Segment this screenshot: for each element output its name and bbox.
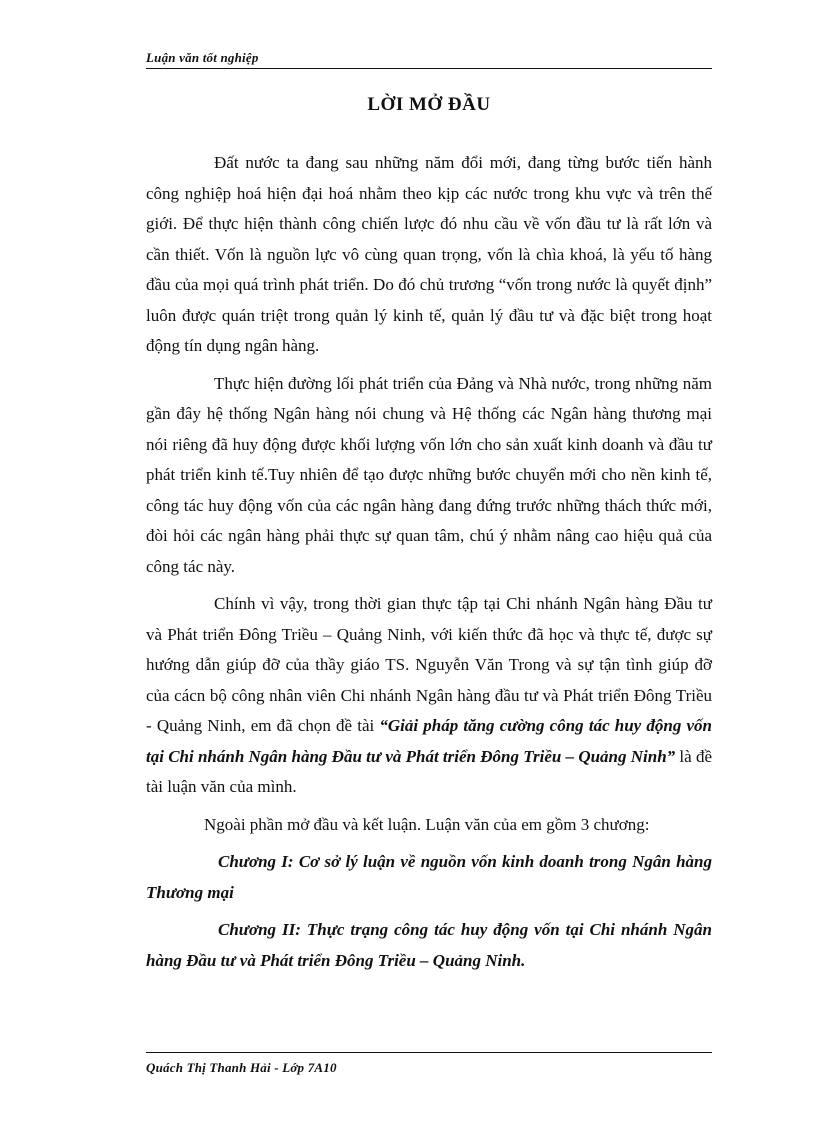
paragraph-2: Thực hiện đường lối phát triển của Đảng và Nhà nước, trong những năm gần đây hệ thống Ngân hàng nói chung và Hệ thống các Ngân hàng thương mại nói riêng đã huy động được khối lượng vốn lớn cho sản xuất kinh doanh và đầu tư phát triển kinh tế.Tuy nhiên để tạo được những bước chuyển mới cho nền kinh tế, công tác huy động vốn của các ngân hàng đang đứng trước những thách thức mới, đòi hỏi các ngân hàng phải thực sự quan tâm, chú ý nhằm nâng cao hiệu quả của công tác này.: [146, 373, 712, 576]
header-rule: [146, 68, 712, 69]
paragraph-3: [146, 589, 712, 803]
footer-rule: [146, 1052, 712, 1053]
structure-summary: Ngoài phần mở đầu và kết luận. Luận văn của em gồm 3 chương:: [204, 814, 650, 834]
body-text: [146, 148, 712, 983]
running-header: Luận văn tốt nghiệp: [146, 50, 259, 65]
chapter-2-heading: Chương II: Thực trạng công tác huy động vốn tại Chi nhánh Ngân hàng Đầu tư và Phát triển Đông Triều – Quảng Ninh.: [146, 920, 712, 970]
paragraph-3-end: là đề tài luận văn của mình.: [146, 746, 712, 796]
paragraph-3-text: Chính vì vậy, trong thời gian thực tập tại Chi nhánh Ngân hàng Đầu tư và Phát triển Đông Triều – Quảng Ninh, với kiến thức đã học và thực tế, được sự hướng dẫn giúp đỡ của thầy giáo TS. Nguyễn Văn Trong và sự tận tình giúp đỡ của cácn bộ công nhân viên Chi nhánh Ngân hàng đầu tư và Phát triển Đông Triều - Quảng Ninh, em đã chọn đề tài: [146, 594, 712, 735]
chapter-1-heading: Chương I: Cơ sở lý luận về nguồn vốn kinh doanh trong Ngân hàng Thương mại: [146, 852, 712, 902]
thesis-topic: “Giải pháp tăng cường công tác huy động vốn tại Chi nhánh Ngân hàng Đầu tư và Phát triển Đông Triều – Quảng Ninh”: [146, 716, 712, 766]
paragraph-1: Đất nước ta đang sau những năm đổi mới, đang từng bước tiến hành công nghiệp hoá hiện đại hoá nhằm theo kịp các nước trong khu vực và trên thế giới. Để thực hiện thành công chiến lược đó nhu cầu về vốn đầu tư là rất lớn và cần thiết. Vốn là nguồn lực vô cùng quan trọng, vốn là chìa khoá, là yếu tố hàng đầu của mọi quá trình phát triển. Do đó chủ trương “vốn trong nước là quyết định” luôn được quán triệt trong quản lý kinh tế, quản lý đầu tư và đặc biệt trong hoạt động tín dụng ngân hàng.: [146, 153, 712, 355]
running-footer: Quách Thị Thanh Hải - Lớp 7A10: [146, 1060, 337, 1075]
page-title: LỜI MỞ ĐẦU: [367, 94, 491, 115]
